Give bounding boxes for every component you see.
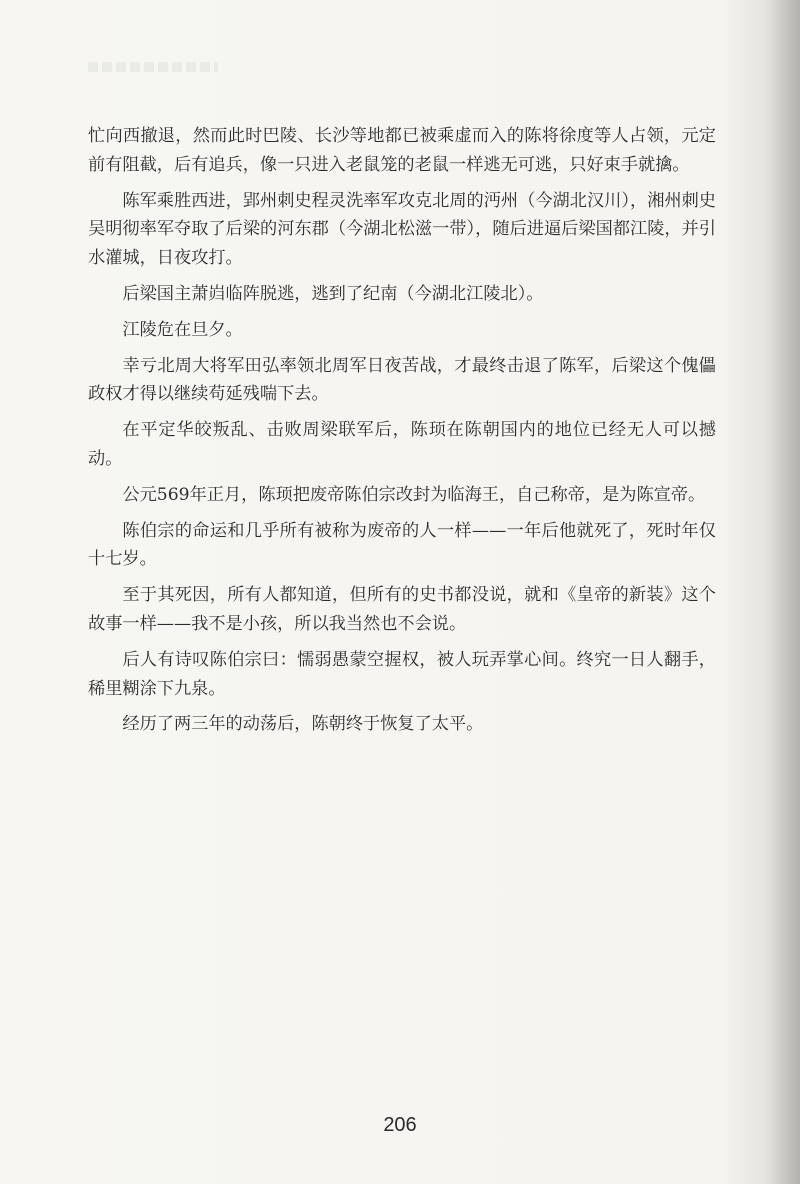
paragraph-2: 陈军乘胜西进，郢州刺史程灵洗率军攻克北周的沔州（今湖北汉川），湘州刺史吴明彻率军夺取了后梁的河东郡（今湖北松滋一带），随后进逼后梁国都江陵，并引水灌城，日夜攻打。 [88, 190, 716, 269]
paragraph-6: 在平定华皎叛乱、击败周梁联军后，陈顼在陈朝国内的地位已经无人可以撼动。 [88, 420, 716, 469]
faded-running-head [88, 62, 218, 72]
paragraph-3: 后梁国主萧岿临阵脱逃，逃到了纪南（今湖北江陵北）。 [122, 283, 544, 304]
spine-shadow [766, 0, 800, 1184]
paragraph-1: 忙向西撤退，然而此时巴陵、长沙等地都已被乘虚而入的陈将徐度等人占领，元定前有阻截，后有追兵，像一只进入老鼠笼的老鼠一样逃无可逃，只好束手就擒。 [88, 126, 716, 175]
paragraph-8: 陈伯宗的命运和几乎所有被称为废帝的人一样——一年后他就死了，死时年仅十七岁。 [88, 520, 716, 570]
paragraph-11: 经历了两三年的动荡后，陈朝终于恢复了太平。 [122, 714, 484, 735]
paragraph-10: 后人有诗叹陈伯宗曰：懦弱愚蒙空握权，被人玩弄掌心间。终究一日人翻手，稀里糊涂下九泉。 [88, 649, 716, 699]
page-number: 206 [383, 1114, 417, 1136]
paragraph-7: 公元569年正月，陈顼把废帝陈伯宗改封为临海王，自己称帝，是为陈宣帝。 [122, 484, 706, 505]
paragraph-9: 至于其死因，所有人都知道，但所有的史书都没说，就和《皇帝的新装》这个故事一样——我不是小孩，所以我当然也不会说。 [88, 585, 716, 634]
paragraph-5: 幸亏北周大将军田弘率领北周军日夜苦战，才最终击退了陈军，后梁这个傀儡政权才得以继续苟延残喘下去。 [88, 355, 716, 405]
body-text [88, 122, 716, 746]
paragraph-4: 江陵危在旦夕。 [122, 319, 243, 340]
